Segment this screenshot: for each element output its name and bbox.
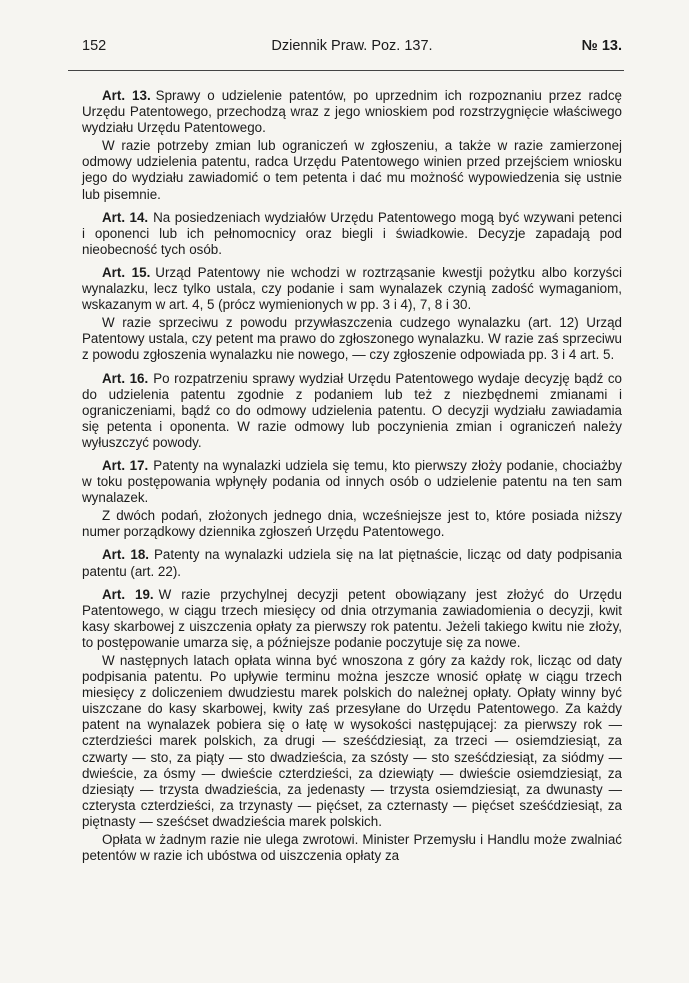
paragraph-text: Na posiedzeniach wydziałów Urzędu Patentowego mogą być wzywani petenci i oponenci lub ich pełnomocnicy oraz biegli i świadkowie. Decyzje zapadają pod nieobecność tych osób. xyxy=(82,209,622,257)
article-label: Art. 17. xyxy=(102,457,149,473)
article-13 xyxy=(82,88,622,136)
header-rule xyxy=(68,70,624,71)
document-body xyxy=(82,88,622,871)
article-17 xyxy=(82,458,622,506)
paragraph-text: Patenty na wynalazki udziela się na lat piętnaście, licząc od daty podpisania patentu (art. 22). xyxy=(82,547,622,579)
article-label: Art. 16. xyxy=(102,370,149,386)
article-15 xyxy=(82,265,622,313)
article-14 xyxy=(82,210,622,258)
paragraph-text: Urząd Patentowy nie wchodzi w roztrząsanie kwestji pożytku albo korzyści wynalazku, lecz tylko ustala, czy podanie i sam wynalazek czynią zadość wymaganiom, wskazanym w art. 4, 5 (prócz wymienionych w pp. 3 i 4), 7, 8 i 30. xyxy=(82,264,622,313)
article-label: Art. 15. xyxy=(102,264,151,280)
article-label: Art. 18. xyxy=(102,547,149,563)
article-19-paragraph-2 xyxy=(82,653,622,830)
article-label: Art. 13. xyxy=(102,88,151,103)
paragraph-text: W razie potrzeby zmian lub ograniczeń w zgłoszeniu, a także w razie zamierzonej odmowy udzielenia patentu, radca Urzędu Patentowego winien przed przejściem wniosku jego do wydziału zawiadomić o tem petenta i dać mu możność wypowiedzenia się ustnie lub pisemnie. xyxy=(82,138,622,202)
article-13-paragraph-2 xyxy=(82,138,622,202)
journal-title: Dziennik Praw. Poz. 137. xyxy=(271,38,433,54)
article-label: Art. 19. xyxy=(102,586,154,602)
issue-number: № 13. xyxy=(581,38,622,54)
article-15-paragraph-2 xyxy=(82,315,622,363)
page-header xyxy=(82,38,622,60)
article-19 xyxy=(82,587,622,651)
page-number: 152 xyxy=(82,38,107,54)
paragraph-text: W następnych latach opłata winna być wnoszona z góry za każdy rok, licząc od daty podpisania patentu. Po upływie terminu można jeszcze wnosić opłatę w ciągu trzech miesięcy z doliczeniem dwudziestu marek polskich do należnej opłaty. Opłaty winny być uiszczane do kasy skarbowej, kwity zaś przesyłane do Urzędu Patentowego. Za każdy patent na wynalazek pobiera się o łatę w wysokości następującej: za pierwszy rok — czterdzieści marek polskich, za drugi — sześćdziesiąt, za trzeci — osiemdziesiąt, za czwarty — sto, za piąty — sto dwadzieścia, za szósty — sto sześćdziesiąt, za siódmy — dwieście, za ósmy — dwieście czterdzieści, za dziewiąty — dwieście osiemdziesiąt, za dziesiąty — trzysta dwadzieścia, za jedenasty — trzysta osiemdziesiąt, za dwunasty — czterysta czterdzieści, za trzynasty — pięćset, za czternasty — pięćset sześćdziesiąt, za piętnasty — sześćset dwadzieścia marek polskich. xyxy=(82,653,622,829)
paragraph-text: Opłata w żadnym razie nie ulega zwrotowi. Minister Przemysłu i Handlu może zwalniać petentów w razie ich ubóstwa od uiszczenia opłaty za xyxy=(82,832,622,864)
paragraph-text: Sprawy o udzielenie patentów, po uprzednim ich rozpoznaniu przez radcę Urzędu Patentowego, przechodzą wraz z jego wnioskiem pod rozstrzygnięcie właściwego wydziału Urzędu Patentowego. xyxy=(82,88,622,136)
article-19-paragraph-3 xyxy=(82,832,622,864)
paragraph-text: Z dwóch podań, złożonych jednego dnia, wcześniejsze jest to, które posiada niższy numer porządkowy dziennika zgłoszeń Urzędu Patentowego. xyxy=(82,508,622,540)
article-16 xyxy=(82,371,622,451)
article-label: Art. 14. xyxy=(102,209,149,225)
paragraph-text: Po rozpatrzeniu sprawy wydział Urzędu Patentowego wydaje decyzję bądź co do udzielenia patentu zgodnie z podaniem lub też z niezbędnemi zmianami i ograniczeniami, bądź co do odmowy udzielenia patentu. O decyzji wydziału zawiadamia się petenta i oponenta. W razie odmowy lub poczynienia zmian i ograniczeń należy wyłuszczyć powody. xyxy=(82,370,622,450)
article-17-paragraph-2 xyxy=(82,508,622,540)
paragraph-text: W razie przychylnej decyzji petent obowiązany jest złożyć do Urzędu Patentowego, w ciągu trzech miesięcy od dnia otrzymania zawiadomienia o decyzji, kwit kasy skarbowej z uiszczenia opłaty za pierwszy rok patentu. Jeżeli takiego kwitu nie złoży, to postępowanie umarza się, a późniejsze podanie poczytuje się za nowe. xyxy=(82,586,622,650)
paragraph-text: W razie sprzeciwu z powodu przywłaszczenia cudzego wynalazku (art. 12) Urząd Patentowy ustala, czy petent ma prawo do zgłoszonego wynalazku. W razie zaś sprzeciwu z powodu zgłoszenia wynalazku nie nowego, — czy zgłoszenie odpowiada pp. 3 i 4 art. 5. xyxy=(82,315,622,363)
article-18 xyxy=(82,547,622,579)
paragraph-text: Patenty na wynalazki udziela się temu, kto pierwszy złoży podanie, chociażby w toku postępowania wpłynęły podania od innych osób o udzielenie patentu na ten sam wynalazek. xyxy=(82,457,622,506)
